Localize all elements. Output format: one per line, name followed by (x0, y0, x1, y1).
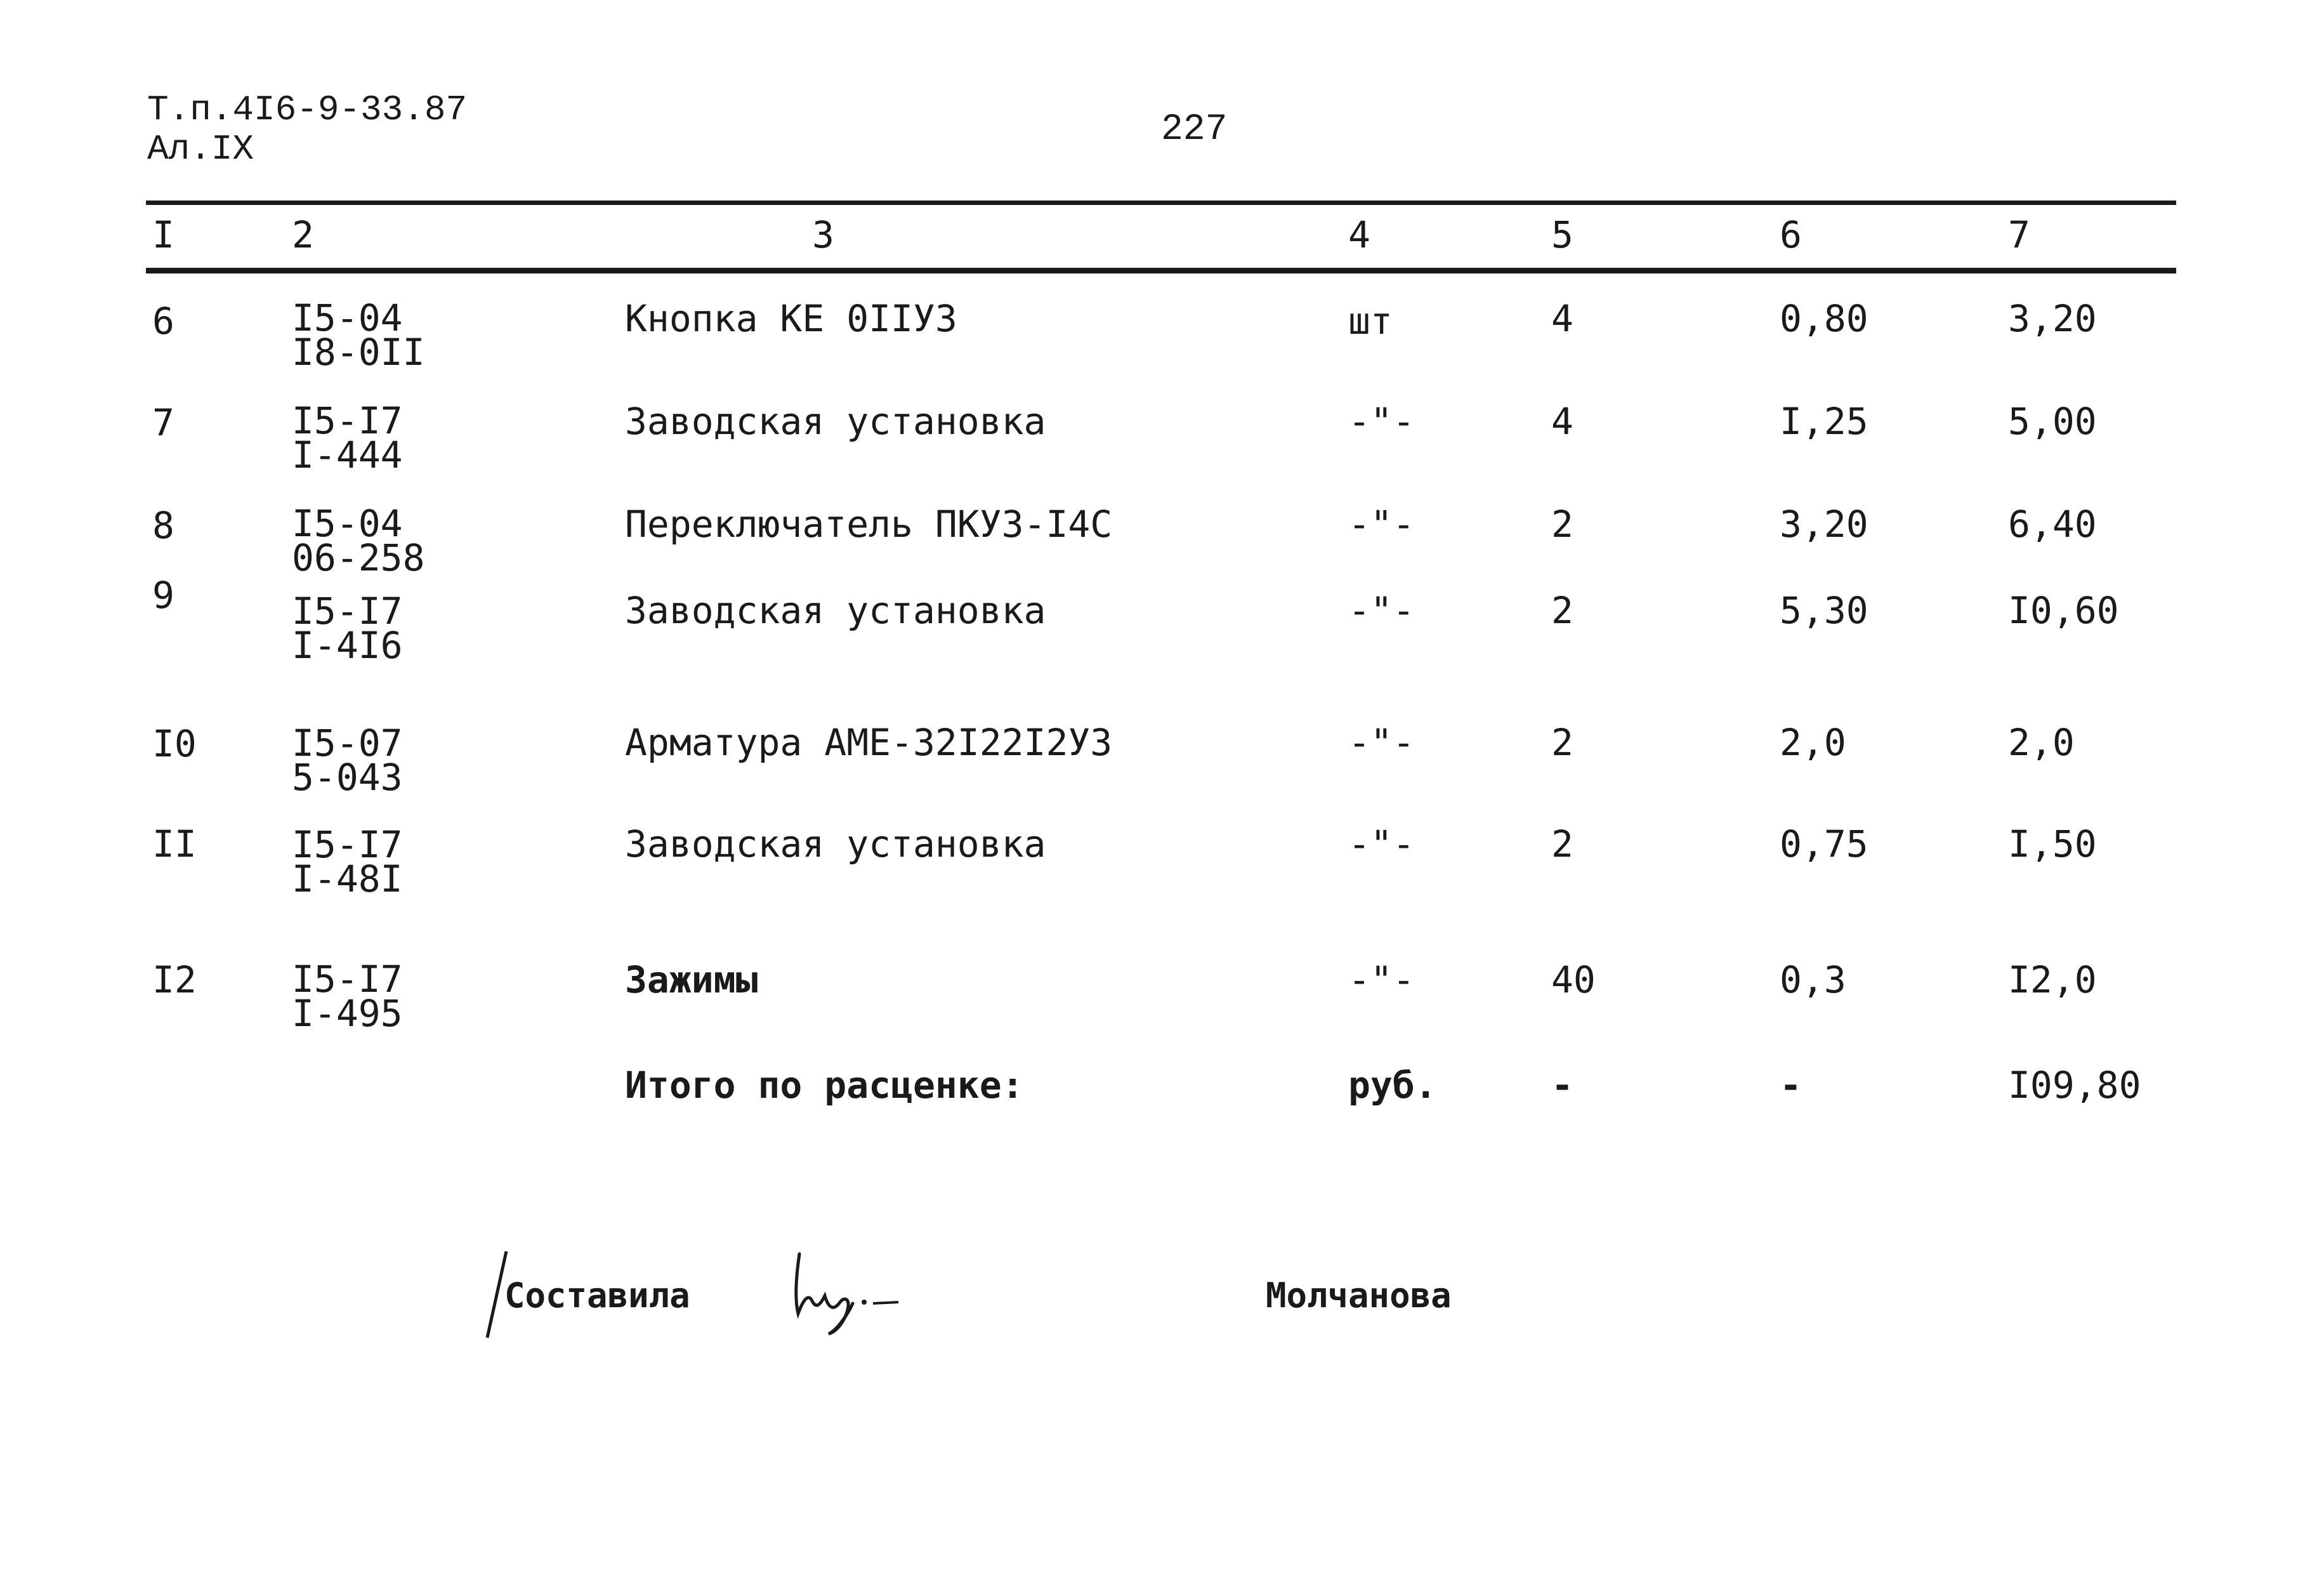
row-total: 2,0 (2008, 721, 2075, 764)
rate-code-line-1: I5-I7 (292, 399, 403, 442)
unit: -"- (1348, 822, 1415, 866)
unit-price: 2,0 (1780, 721, 1846, 764)
item-name: Арматура АМЕ-32I22I2У3 (625, 721, 1113, 764)
total-price: - (1780, 1064, 1802, 1107)
signature-dot (862, 1300, 867, 1305)
column-header-1: I (152, 213, 174, 256)
unit: шт (1348, 300, 1393, 343)
unit-price: 0,80 (1780, 297, 1868, 340)
item-name: Заводская установка (625, 822, 1046, 866)
item-name: Переключатель ПКУ3-I4С (625, 503, 1113, 546)
rate-code-line-2: I8-0II (292, 331, 425, 374)
total-label: Итого по расценке: (625, 1064, 1024, 1107)
rate-code-line-2: I-48I (292, 857, 403, 900)
unit: -"- (1348, 400, 1415, 443)
total-quantity: - (1551, 1064, 1573, 1107)
total-unit: руб. (1348, 1064, 1437, 1107)
unit-price: 0,3 (1780, 958, 1846, 1001)
quantity: 2 (1551, 503, 1573, 546)
quantity: 4 (1551, 400, 1573, 443)
row-number: 6 (152, 300, 174, 343)
unit: -"- (1348, 503, 1415, 546)
unit-price: 5,30 (1780, 589, 1868, 632)
rate-code (292, 399, 403, 477)
row-total: I0,60 (2008, 589, 2119, 632)
compiled-by-label: Составила (504, 1275, 690, 1315)
signature-dash (873, 1302, 898, 1303)
quantity: 2 (1551, 589, 1573, 632)
rate-code-line-2: 5-043 (292, 756, 403, 799)
row-number: 8 (152, 504, 174, 547)
item-name: Зажимы (625, 958, 758, 1001)
rate-code (292, 722, 403, 799)
column-header-7: 7 (2008, 213, 2030, 256)
signature-slash (487, 1251, 506, 1338)
quantity: 4 (1551, 297, 1573, 340)
rate-code (292, 502, 425, 579)
rate-code-line-2: I-4I6 (292, 624, 403, 667)
row-number: I0 (152, 722, 197, 765)
column-header-2: 2 (292, 213, 314, 256)
row-number: II (152, 822, 197, 866)
signature-scribble (796, 1254, 853, 1334)
row-total: I,50 (2008, 822, 2097, 866)
rate-code-line-1: I5-I7 (292, 823, 403, 866)
rate-code-line-1: I5-I7 (292, 958, 403, 1001)
rate-code-line-2: I-444 (292, 433, 403, 477)
unit: -"- (1348, 958, 1415, 1001)
item-name: Заводская установка (625, 400, 1046, 443)
rate-code-line-1: I5-04 (292, 296, 403, 339)
grand-total: I09,80 (2008, 1064, 2141, 1107)
rate-code-line-1: I5-I7 (292, 590, 403, 633)
page-number: 227 (1161, 109, 1228, 150)
row-number: 9 (152, 574, 174, 617)
rate-code-line-1: I5-04 (292, 502, 403, 545)
rate-code-line-1: I5-07 (292, 722, 403, 765)
column-header-6: 6 (1780, 213, 1802, 256)
row-total: I2,0 (2008, 958, 2097, 1001)
compiler-name: Молчанова (1266, 1275, 1452, 1315)
column-header-4: 4 (1348, 213, 1370, 256)
unit: -"- (1348, 589, 1415, 632)
quantity: 40 (1551, 958, 1596, 1001)
unit-price: 0,75 (1780, 822, 1868, 866)
rate-code (292, 958, 403, 1035)
column-header-5: 5 (1551, 213, 1573, 256)
rate-code (292, 823, 403, 900)
rate-code (292, 296, 425, 374)
quantity: 2 (1551, 721, 1573, 764)
row-total: 5,00 (2008, 400, 2097, 443)
unit-price: 3,20 (1780, 503, 1868, 546)
row-total: 3,20 (2008, 297, 2097, 340)
document-code: Т.п.4I6-9-33.87 (147, 89, 468, 130)
rate-code (292, 590, 403, 667)
row-total: 6,40 (2008, 503, 2097, 546)
quantity: 2 (1551, 822, 1573, 866)
column-header-3: 3 (812, 213, 834, 256)
rate-code-line-2: 06-258 (292, 536, 425, 579)
item-name: Заводская установка (625, 589, 1046, 632)
unit: -"- (1348, 721, 1415, 764)
rate-code-line-2: I-495 (292, 992, 403, 1035)
album-number: Ал.IX (147, 129, 254, 169)
row-number: 7 (152, 401, 174, 444)
row-number: I2 (152, 958, 197, 1001)
unit-price: I,25 (1780, 400, 1868, 443)
item-name: Кнопка КЕ 0IIУ3 (625, 297, 957, 340)
